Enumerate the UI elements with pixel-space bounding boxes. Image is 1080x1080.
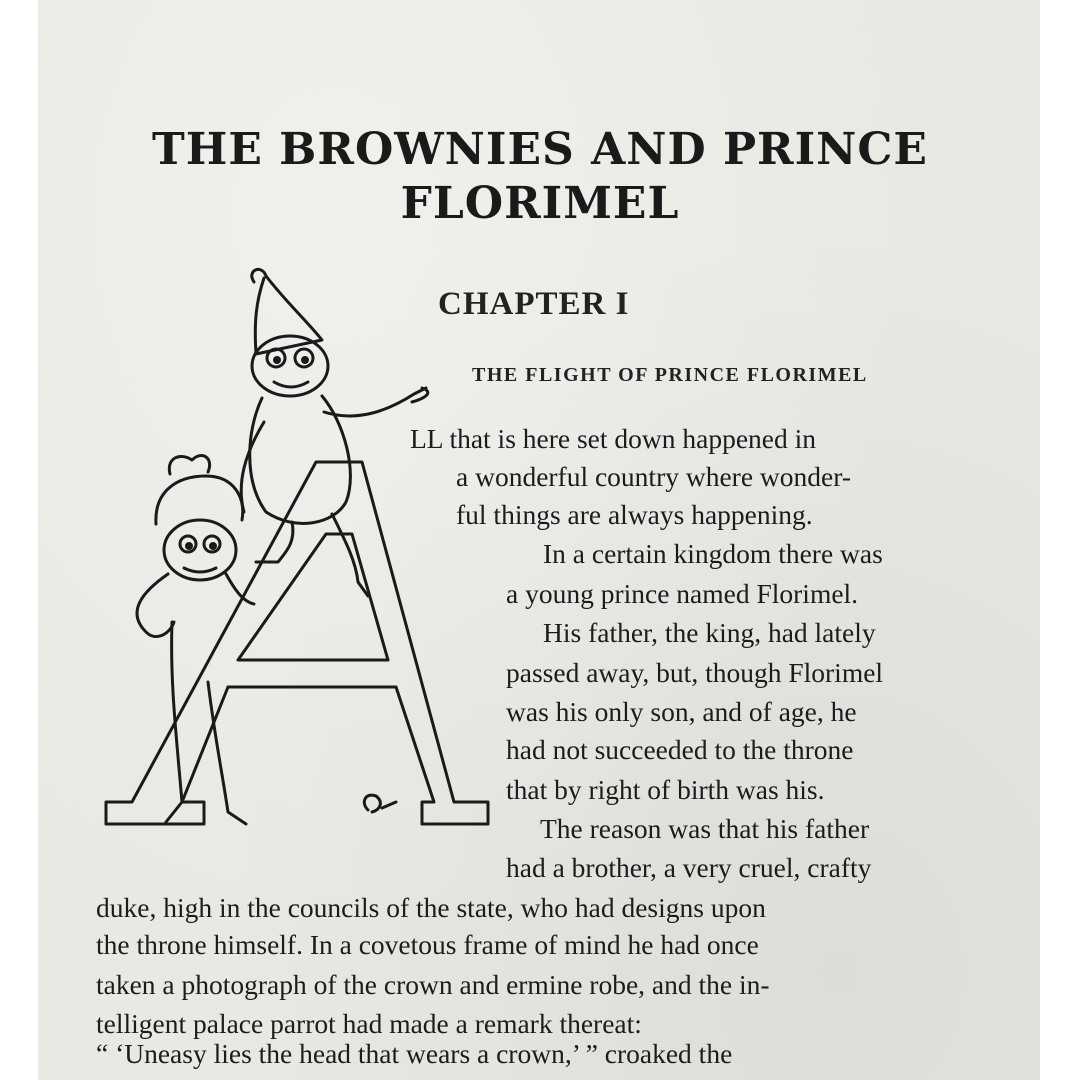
body-line: a young prince named Florimel. [506, 578, 859, 609]
body-line: duke, high in the councils of the state, who had designs upon [96, 892, 766, 923]
body-line: passed away, but, though Florimel [506, 657, 884, 688]
body-line: a wonderful country where wonder- [456, 461, 851, 492]
illuminated-initial-a-with-brownies-icon [96, 262, 496, 850]
body-line: In a certain kingdom there was [543, 538, 883, 569]
body-line: taken a photograph of the crown and ermine robe, and the in- [96, 969, 770, 1000]
body-line: The reason was that his father [540, 813, 870, 844]
body-line: was his only son, and of age, he [506, 696, 857, 727]
body-line: ful things are always happening. [456, 499, 813, 530]
body-line: had a brother, a very cruel, crafty [506, 852, 872, 883]
body-line: the throne himself. In a covetous frame of mind he had once [96, 929, 759, 960]
body-line: His father, the king, had lately [543, 617, 876, 648]
body-line: that by right of birth was his. [506, 774, 825, 805]
story-title-line-1: THE BROWNIES AND PRINCE [152, 124, 928, 175]
chapter-heading: CHAPTER I [438, 286, 630, 322]
body-line: “ ‘Uneasy lies the head that wears a crown,’ ” croaked the [96, 1038, 733, 1069]
body-line: telligent palace parrot had made a remark thereat: [96, 1008, 642, 1039]
story-title-line-2: FLORIMEL [400, 178, 680, 229]
body-line: had not succeeded to the throne [506, 734, 854, 765]
body-line: LL that is here set down happened in [410, 423, 817, 454]
chapter-subheading: THE FLIGHT OF PRINCE FLORIMEL [472, 364, 868, 386]
